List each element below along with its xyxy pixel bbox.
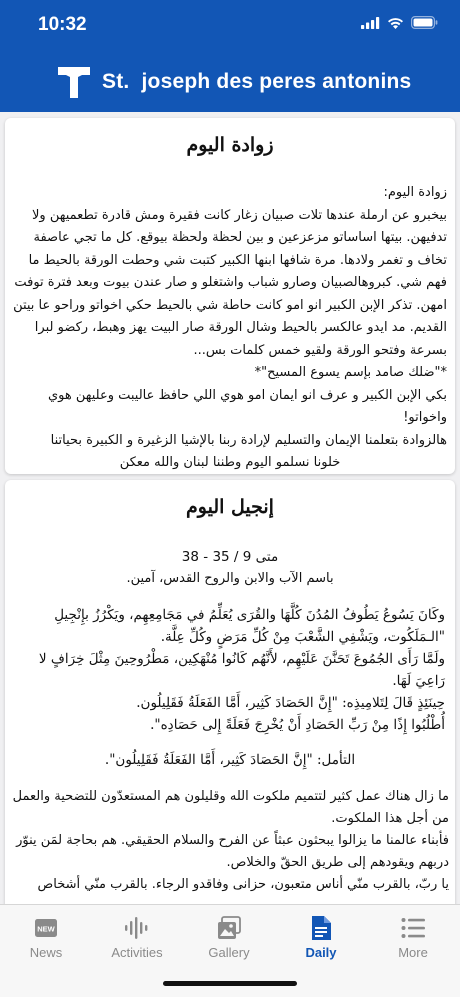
news-icon [34,916,58,940]
app-header [0,52,460,112]
app-title: St. joseph des peres antonins [102,70,412,93]
tab-gallery[interactable] [189,913,269,960]
cellular-signal-icon [361,17,380,29]
document-icon [310,915,332,941]
tab-label: News [29,945,63,960]
daily-provision-card [5,118,455,474]
audio-waves-icon [124,916,150,940]
list-menu-icon [401,917,425,939]
home-indicator [163,981,297,986]
daily-gospel-card [5,480,455,904]
gospel-reference: متى 9 / 35 - 38 [181,549,279,565]
status-time: 10:32 [38,14,87,35]
opening-prayer: باسم الآب والابن والروح القدس، آمين. [126,571,334,586]
gospel-text: وكَانَ يَسُوعُ يَطُوفُ المُدُنَ كُلَّهَا والقُرَى يُعَلِّمُ في مَجَامِعِهِم، ويَكْرُزُ بإِنْجِيلِ "الـمَلَكُوت، ويَشْفِي الشَّعْبَ مِنْ كُلِّ مَرَضٍ وكُلِّ عِلَّة. ولَمَّا رَأَى الجُمُوعَ تَحَنَّنَ عَلَيْهِم، لأَنَّهُم كَانُوا مُنْهَكِين، مَطْرُوحِينَ مِثْلَ خِرَافٍ لا رَاعِيَ لَهَا. حِينَئِذٍ قَالَ لِتَلامِيذِه: "إِنَّ الحَصَادَ كَثِير، أَمَّا الفَعَلَةُ فَقَلِيلُون. أُطْلُبُوا إِذًا مِنْ رَبِّ الحَصَادِ أَنْ يُخْرِجَ فَعَلَةً إِلى حَصَادِه". [38,607,445,733]
tab-label: Daily [305,945,337,960]
wifi-icon [387,17,404,29]
card-title: إنجيل اليوم [186,496,274,518]
tab-activities[interactable] [97,913,177,960]
tab-label: Activities [111,945,163,960]
tab-news[interactable] [6,913,86,960]
tau-cross-logo-icon [56,64,92,100]
reflection-text: ما زال هناك عمل كثير لتتميم ملكوت الله وقليلون هم المستعدّون للتضحية والعمل من أجل هذا الملكوت. فأبناء عالمنا ما يزالوا يبحثون عبثاً عن الفرح والسلام الحقيقي. هم بحاجة لمَن ينوّر دربهم ويقودهم إلى طريق الحقّ والخلاص. يا ربّ، بالقرب منّي أناس متعبون، حزانى وفاقدو الرجاء. بالقرب منّي أشخاص [12,789,449,892]
provision-closing: خلونا نسلمو اليوم وطننا لبنان والله معكن [119,455,341,470]
provision-text: زوادة اليوم: بيخبرو عن ارملة عندها تلات صبيان زغار كانت فقيرة ومش قادرة تطعميهن ولا تدفيهن. بيتها اساساتو مزعزعين و بين لحظة ولحظة بيوقع. كل ما تجي عاصفة تخاف و تغمر ولادها. مرة شافها ابنها الكبير كتبت شي وحطت الورقة بالحيط ما فهم شي. كبروهالصبيان وصارو شباب واشتغلو و صار عندن بيوت وبعد فترة توفت امهن. تذكر الإبن الكبير انو امو كانت حاطة شي بالحيط حكي اخواتو وراحو عا بيتن القديم. مد ايدو عالكسر بالحيط وشال الورقة صار البيت يهز وهبط، ركضو لبرا بسرعة وفتحو الورقة ولقيو خمس كلمات بس... *"ضلك صامد بإسم يسوع المسيح"* بكي الإبن الكبير و عرف انو ايمان امو هوي اللي حافظ عاليبت وعليهن هوي واخواتو! هالزوادة بتعلمنا الإيمان والتسليم لإرادة ربنا بالإشيا الزغيرة و الكبيرة بحياتنا [13,185,447,448]
status-bar [0,0,460,52]
meditation-verse: التأمل: "إِنَّ الحَصَادَ كَثِير، أَمَّا الفَعَلَةُ فَقَلِيلُون". [104,752,356,768]
tab-daily[interactable] [281,913,361,960]
tab-more[interactable] [373,913,453,960]
card-title: زوادة اليوم [186,134,274,156]
status-icons [361,16,438,29]
svg-text:NEW: NEW [37,924,55,934]
photo-gallery-icon [217,916,241,940]
tab-label: Gallery [208,945,250,960]
battery-icon [411,16,438,29]
tab-label: More [398,945,428,960]
daily-content[interactable] [0,112,460,904]
